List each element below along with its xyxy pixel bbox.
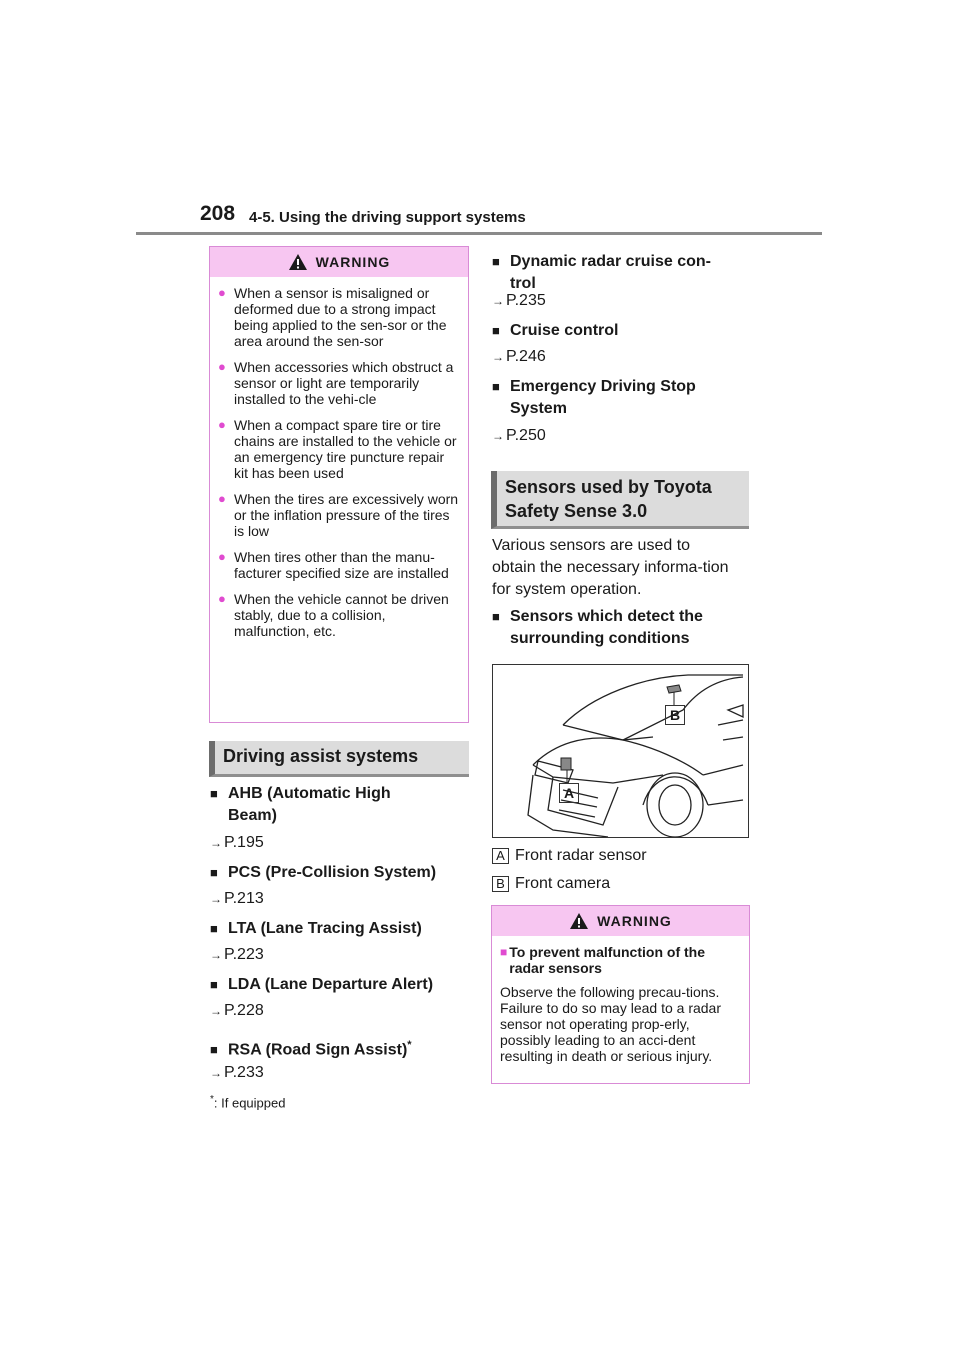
- arrow-icon: →: [492, 294, 504, 308]
- warning-box: [209, 246, 469, 723]
- list-item: ■ LDA (Lane Departure Alert): [210, 974, 433, 996]
- bullet-icon: ●: [218, 549, 226, 564]
- sensors-subheading: ■ Sensors which detect the surrounding conditions: [492, 608, 703, 647]
- square-bullet-icon: ■: [492, 609, 500, 624]
- footnote: *: If equipped: [210, 1094, 286, 1111]
- square-bullet-icon: ■: [492, 379, 500, 394]
- page-reference[interactable]: → P.195: [210, 834, 264, 851]
- list-item: ■ AHB (Automatic High Beam): [210, 785, 391, 824]
- warning-title: WARNING: [315, 254, 391, 270]
- square-bullet-icon: ■: [500, 945, 508, 959]
- warning-bullet: ● When the vehicle cannot be driven stably, due to a collision, malfunction, etc.: [218, 591, 449, 639]
- warning-body: [210, 277, 468, 655]
- page-number: 208: [200, 202, 236, 225]
- warning-bullet: ● When a sensor is misaligned or deformed due to a strong impact being applied to the sen-sor or the area around the sen-sor: [218, 285, 447, 349]
- square-bullet-icon: ■: [210, 865, 218, 880]
- warning-box: [491, 905, 750, 1084]
- driving-assist-heading: Driving assist systems: [209, 741, 469, 777]
- warning-header: [210, 247, 468, 277]
- arrow-icon: →: [210, 892, 222, 906]
- page-reference[interactable]: → P.233: [210, 1064, 264, 1081]
- page-reference[interactable]: → P.250: [492, 427, 546, 444]
- camera-marker: [667, 685, 681, 693]
- page-reference[interactable]: → P.235: [492, 292, 546, 309]
- warning-text: Observe the following precau-tions. Failure to do so may lead to a radar sensor not operating prop-erly, possibly leading to an acci-dent resulting in death or serious injury.: [500, 984, 722, 1064]
- list-item: ■ LTA (Lane Tracing Assist): [210, 918, 422, 940]
- callout-legend-a: A Front radar sensor: [492, 845, 647, 867]
- page-reference[interactable]: → P.223: [210, 946, 264, 963]
- page-reference[interactable]: → P.228: [210, 1002, 264, 1019]
- warning-body: [492, 936, 749, 1070]
- page-reference[interactable]: → P.213: [210, 890, 264, 907]
- warning-bullet: ● When a compact spare tire or tire chains are installed to the vehicle or an emergency tire puncture repair kit has been used: [218, 417, 457, 481]
- list-item: ■ PCS (Pre-Collision System): [210, 862, 436, 884]
- bullet-icon: ●: [218, 285, 226, 300]
- page-reference[interactable]: → P.246: [492, 348, 546, 365]
- arrow-icon: →: [210, 948, 222, 962]
- bullet-icon: ●: [218, 359, 226, 374]
- callout-a-label-icon: A: [492, 848, 509, 864]
- warning-triangle-icon: [288, 253, 308, 271]
- bullet-icon: ●: [218, 417, 226, 432]
- section-title: 4-5. Using the driving support systems: [249, 209, 526, 226]
- warning-triangle-icon: [569, 912, 589, 930]
- square-bullet-icon: ■: [210, 977, 218, 992]
- square-bullet-icon: ■: [492, 323, 500, 338]
- callout-b-label-icon: B: [492, 876, 509, 892]
- radar-marker: [561, 758, 571, 770]
- warning-subtitle: ■ To prevent malfunction of the radar sensors: [500, 944, 705, 976]
- square-bullet-icon: ■: [210, 921, 218, 936]
- arrow-icon: →: [492, 350, 504, 364]
- warning-header: [492, 906, 749, 936]
- warning-bullet: ● When accessories which obstruct a sensor or light are temporarily installed to the vehi-cle: [218, 359, 454, 407]
- list-item: ■ RSA (Road Sign Assist)*: [210, 1034, 412, 1061]
- vehicle-sensor-figure: [492, 664, 749, 838]
- square-bullet-icon: ■: [210, 786, 218, 801]
- callout-b-icon: B: [665, 705, 685, 725]
- arrow-icon: →: [210, 1004, 222, 1018]
- header-rule: [136, 232, 822, 235]
- square-bullet-icon: ■: [210, 1042, 218, 1058]
- bullet-icon: ●: [218, 591, 226, 606]
- warning-title: WARNING: [597, 913, 672, 929]
- callout-legend-b: B Front camera: [492, 873, 610, 895]
- list-item: ■ Emergency Driving Stop System: [492, 378, 696, 417]
- bullet-icon: ●: [218, 491, 226, 506]
- list-item: ■ Cruise control: [492, 320, 618, 342]
- square-bullet-icon: ■: [492, 254, 500, 269]
- warning-bullet: ● When tires other than the manu-facturer specified size are installed: [218, 549, 449, 581]
- warning-bullet: ● When the tires are excessively worn or the inflation pressure of the tires is low: [218, 491, 459, 539]
- arrow-icon: →: [210, 836, 222, 850]
- sensors-heading: Sensors used by Toyota Safety Sense 3.0: [491, 471, 749, 529]
- arrow-icon: →: [492, 429, 504, 443]
- vehicle-illustration: [493, 665, 748, 837]
- arrow-icon: →: [210, 1066, 222, 1080]
- callout-a-icon: A: [559, 783, 579, 803]
- list-item: ■ Dynamic radar cruise con-trol: [492, 253, 711, 292]
- sensors-intro: Various sensors are used to obtain the necessary informa-tion for system operation.: [492, 537, 729, 598]
